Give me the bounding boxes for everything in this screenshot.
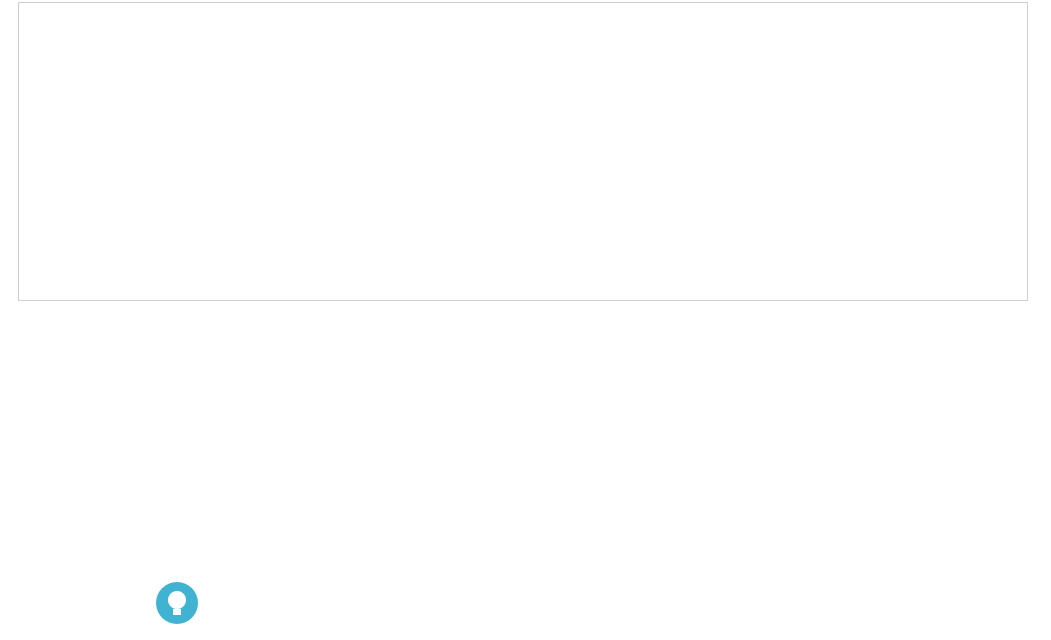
labels-area: [743, 2, 1028, 301]
lightbulb-icon: [156, 582, 198, 624]
site-logo: [16, 578, 206, 638]
